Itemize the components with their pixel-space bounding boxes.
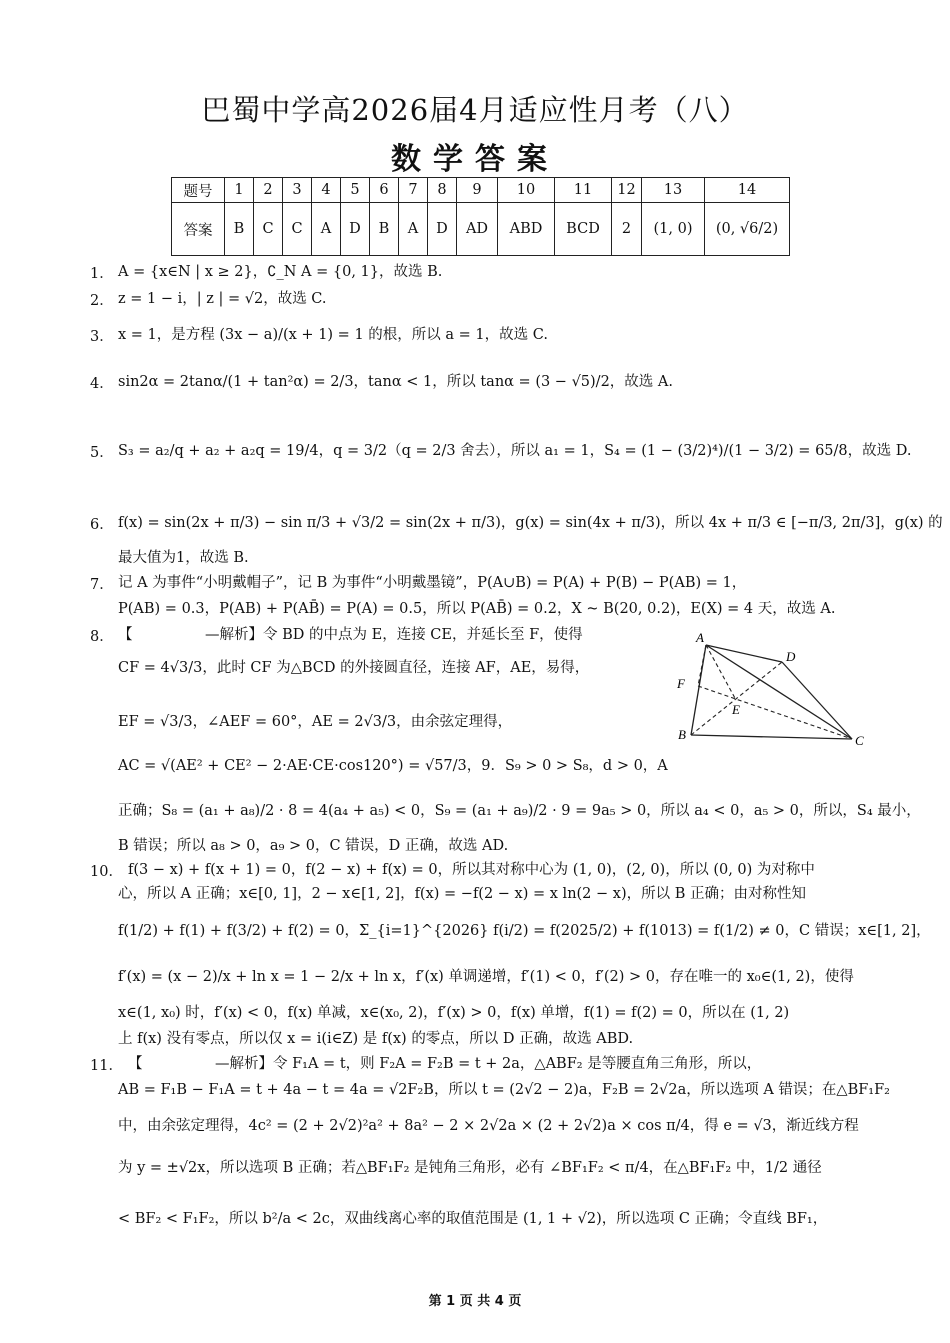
page-subtitle: 数学答案	[391, 142, 559, 177]
solution-line: 最大值为1，故选 B.	[118, 550, 249, 566]
segment-ae-dashed	[706, 645, 736, 700]
solution-line: f(x) = sin(2x + π/3) − sin π/3 + √3/2 = sin(2x + π/3)，g(x) = sin(4x + π/3)，所以 4x + π/3 ∈ [−π/3, 2π/3]，g(x) 的	[118, 515, 943, 531]
solution-line: AC = √(AE² + CE² − 2·AE·CE·cos120°) = √57/3，9．S₉ > 0 > S₈，d > 0，A	[118, 758, 668, 774]
solution-number: 11．	[90, 1058, 123, 1074]
solution-line: x∈(1, x₀) 时，f′(x) < 0，f(x) 单减，x∈(x₀, 2)，f′(x) > 0，f(x) 单增，f(1) = f(2) = 0，所以在 (1, 2)	[118, 1005, 790, 1021]
question-number: 2	[254, 178, 283, 203]
solution-line: 心，所以 A 正确；x∈[0, 1]，2 − x∈[1, 2]，f(x) = −f(2 − x) = x ln(2 − x)，所以 B 正确；由对称性知	[118, 886, 806, 902]
solution-number: 6．	[90, 517, 114, 533]
solution-line: f(3 − x) + f(x + 1) = 0，f(2 − x) + f(x) = 0，所以其对称中心为 (1, 0)，(2, 0)，所以 (0, 0) 为对称中	[128, 862, 815, 878]
answer-cell: D	[341, 203, 370, 256]
solution-line: 【 —解析】令 BD 的中点为 E，连接 CE，并延长至 F，使得	[118, 627, 583, 643]
question-number: 5	[341, 178, 370, 203]
row-label-number: 题号	[172, 178, 225, 203]
solution-line: EF = √3/3，∠AEF = 60°，AE = 2√3/3，由余弦定理得，	[118, 714, 513, 730]
solution-line: < BF₂ < F₁F₂，所以 b²/a < 2c，双曲线离心率的取值范围是 (1, 1 + √2)，所以选项 C 正确；令直线 BF₁，	[118, 1211, 828, 1227]
point-label-d: D	[786, 649, 796, 664]
solution-line: 正确；S₈ = (a₁ + a₈)/2 · 8 = 4(a₄ + a₅) < 0，S₉ = (a₁ + a₉)/2 · 9 = 9a₅ > 0，所以 a₄ < 0，a₅ > 0，所以，S₄ 最小，	[118, 803, 921, 819]
solution-line: S₃ = a₂/q + a₂ + a₂q = 19/4，q = 3/2（q = 2/3 舍去），所以 a₁ = 1，S₄ = (1 − (3/2)⁴)/(1 − 3/2) = 65/8，故选 D.	[118, 443, 912, 459]
solution-line: sin2α = 2tanα/(1 + tan²α) = 2/3，tanα < 1，所以 tanα = (3 − √5)/2，故选 A.	[118, 374, 673, 390]
solution-number: 4．	[90, 376, 114, 392]
solution-number: 1．	[90, 266, 114, 282]
solution-line: A = {x∈N | x ≥ 2}，∁_N A = {0, 1}，故选 B.	[118, 264, 443, 280]
solution-line: B 错误；所以 a₈ > 0，a₉ > 0，C 错误，D 正确，故选 AD.	[118, 838, 509, 854]
answer-cell: AD	[457, 203, 498, 256]
segment-fc-dashed	[698, 686, 852, 739]
solution-number: 5．	[90, 445, 114, 461]
page-title: 巴蜀中学高2026届4月适应性月考（八）	[201, 93, 749, 127]
point-label-c: C	[855, 733, 864, 748]
solution-number: 7．	[90, 577, 114, 593]
solution-line: P(AB) = 0.3，P(AB) + P(AB̄) = P(A) = 0.5，所以 P(AB̄) = 0.2，X ~ B(20, 0.2)，E(X) = 4 天，故选 A.	[118, 601, 836, 617]
point-label-e: E	[732, 702, 740, 717]
solution-number: 10．	[90, 864, 123, 880]
question-number: 6	[370, 178, 399, 203]
solution-line: 记 A 为事件“小明戴帽子”，记 B 为事件“小明戴墨镜”，P(A∪B) = P(A) + P(B) − P(AB) = 1，	[118, 575, 747, 591]
answer-table-answer-row	[172, 203, 790, 256]
solution-line: z = 1 − i，| z | = √2，故选 C.	[118, 291, 327, 307]
solution-line: AB = F₁B − F₁A = t + 4a − t = 4a = √2F₂B，所以 t = (2√2 − 2)a，F₂B = 2√2a，所以选项 A 错误；在△BF₁F₂	[118, 1082, 890, 1098]
question-number: 9	[457, 178, 498, 203]
row-label-answer: 答案	[172, 203, 225, 256]
answer-cell: A	[399, 203, 428, 256]
question-number: 8	[428, 178, 457, 203]
segment-ad	[706, 645, 782, 662]
segment-bd-dashed	[691, 662, 782, 735]
question-number: 14	[705, 178, 790, 203]
answer-cell: 2	[612, 203, 642, 256]
question-number: 1	[225, 178, 254, 203]
question-number: 13	[642, 178, 705, 203]
answer-table	[171, 177, 790, 256]
solution-line: x = 1，是方程 (3x − a)/(x + 1) = 1 的根，所以 a = 1，故选 C.	[118, 327, 548, 343]
question-number: 4	[312, 178, 341, 203]
answer-cell: B	[225, 203, 254, 256]
question-number: 7	[399, 178, 428, 203]
answer-cell: (0, √6/2)	[705, 203, 790, 256]
solution-line: 中，由余弦定理得，4c² = (2 + 2√2)²a² + 8a² − 2 × 2√2a × (2 + 2√2)a × cos π/4，得 e = √3，渐近线方程	[118, 1118, 859, 1134]
answer-cell: (1, 0)	[642, 203, 705, 256]
answer-cell: B	[370, 203, 399, 256]
point-label-f: F	[677, 676, 685, 691]
segment-bc	[691, 735, 852, 739]
answer-cell: ABD	[498, 203, 555, 256]
solution-line: 为 y = ±√2x，所以选项 B 正确；若△BF₁F₂ 是钝角三角形，必有 ∠BF₁F₂ < π/4，在△BF₁F₂ 中，1/2 通径	[118, 1160, 822, 1176]
solution-line: 【 —解析】令 F₁A = t，则 F₂A = F₂B = t + 2a，△ABF₂ 是等腰直角三角形，所以，	[128, 1056, 762, 1072]
point-label-b: B	[678, 727, 686, 742]
page-footer: 第 1 页 共 4 页	[428, 1294, 522, 1309]
answer-cell: C	[254, 203, 283, 256]
solution-number: 2．	[90, 293, 114, 309]
question-number: 3	[283, 178, 312, 203]
question-number: 11	[555, 178, 612, 203]
segment-ac	[706, 645, 852, 739]
solution-line: f(1/2) + f(1) + f(3/2) + f(2) = 0，Σ_{i=1}^{2026} f(i/2) = f(2025/2) + f(1013) = f(1/2) ≠ 0，C 错误；x∈[1, 2]，	[118, 923, 931, 939]
question-number: 12	[612, 178, 642, 203]
solution-line: CF = 4√3/3，此时 CF 为△BCD 的外接圆直径，连接 AF，AE，易得，	[118, 660, 590, 676]
answer-cell: C	[283, 203, 312, 256]
answer-cell: A	[312, 203, 341, 256]
answer-cell: D	[428, 203, 457, 256]
question-number: 10	[498, 178, 555, 203]
solution-number: 8．	[90, 629, 114, 645]
answer-cell: BCD	[555, 203, 612, 256]
solution-line: f′(x) = (x − 2)/x + ln x = 1 − 2/x + ln x，f′(x) 单调递增，f′(1) < 0，f′(2) > 0，存在唯一的 x₀∈(1, 2)，使得	[118, 969, 854, 985]
geometry-figure	[672, 628, 872, 753]
solution-number: 3．	[90, 329, 114, 345]
point-label-a: A	[696, 630, 704, 645]
solution-line: 上 f(x) 没有零点，所以仅 x = i(i∈Z) 是 f(x) 的零点，所以 D 正确，故选 ABD.	[118, 1031, 634, 1047]
segment-ab	[691, 645, 706, 735]
answer-table-number-row	[172, 178, 790, 203]
